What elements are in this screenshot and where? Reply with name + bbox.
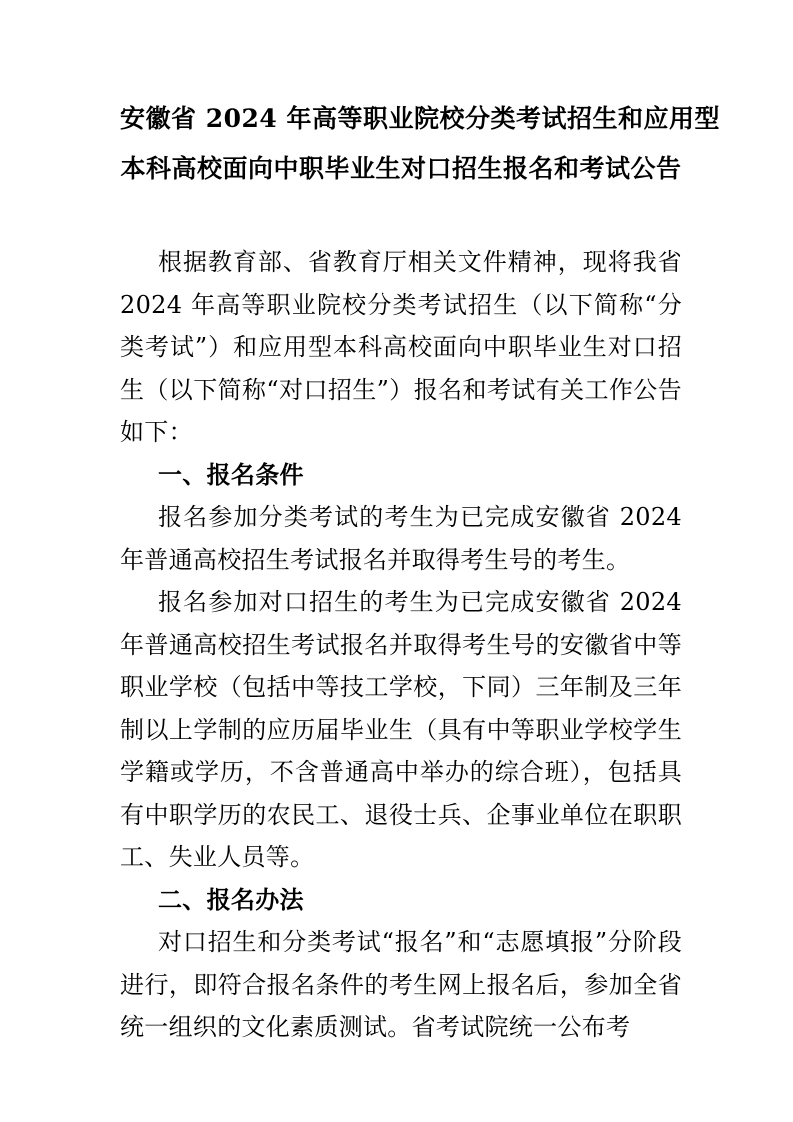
document-title [120,0,720,194]
paragraph-duikou-eligibility: 报名参加对口招生的考生为已完成安徽省 2024 年普通高校招生考试报名并取得考生号的安徽省中等职业学校（包括中等技工学校，下同）三年制及三年制以上学制的应历届毕业生（具有中等职业学校学生学籍或学历，不含普通高中举办的综合班），包括具有中职学历的农民工、退役士兵、企事业单位在职职工、失业人员等。 [120,588,682,871]
paragraph-classified-exam-eligibility: 报名参加分类考试的考生为已完成安徽省 2024 年普通高校招生考试报名并取得考生号的考生。 [120,503,682,574]
paragraph-registration-method: 对口招生和分类考试“报名”和“志愿填报”分阶段进行，即符合报名条件的考生网上报名后，参加全省统一组织的文化素质测试。省考试院统一公布考 [120,928,682,1041]
document-body [120,241,682,1049]
document-title-line-2: 本科高校面向中职毕业生对口招生报名和考试公告 [120,154,682,183]
paragraph-intro: 根据教育部、省教育厅相关文件精神，现将我省 2024 年高等职业院校分类考试招生（以下简称“分类考试”）和应用型本科高校面向中职毕业生对口招生（以下简称“对口招生”）报名和考试有关工作公告如下： [120,248,682,446]
section-heading-registration-conditions: 一、报名条件 [158,459,304,489]
section-heading-registration-method: 二、报名办法 [158,884,304,914]
document-title-line-1: 安徽省 2024 年高等职业院校分类考试招生和应用型 [120,104,720,133]
